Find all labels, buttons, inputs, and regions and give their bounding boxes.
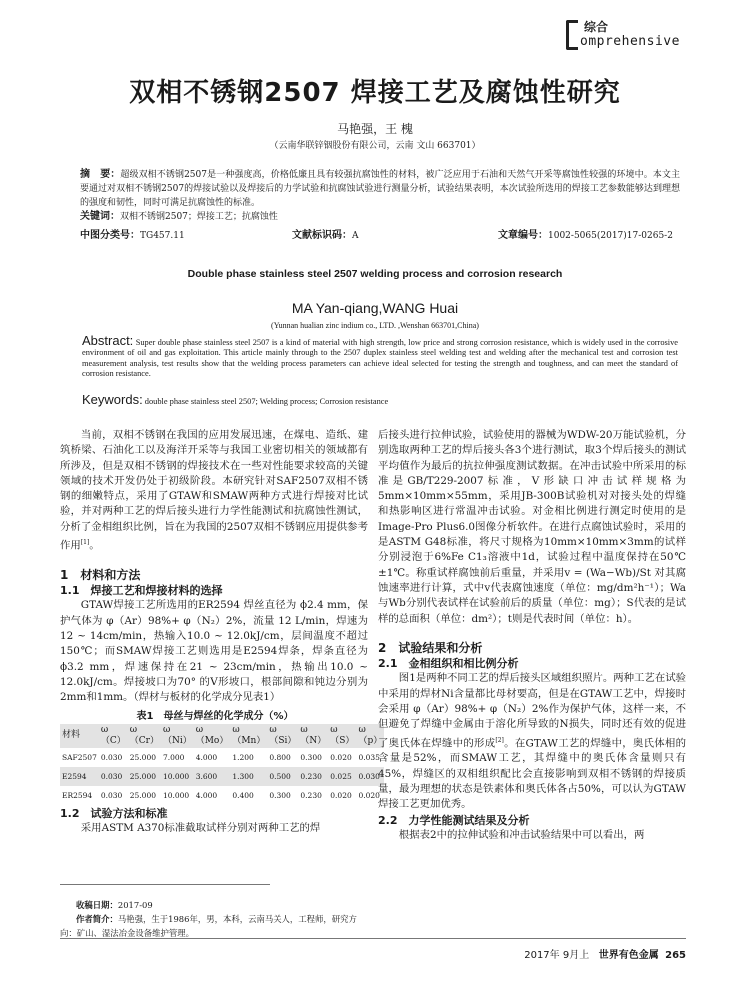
clc-value: TG457.11 [140,231,185,241]
table-cell: 0.030 [100,752,123,762]
table-row [60,767,384,786]
table-header-cell: ω（Mo） [195,724,229,746]
brand-c-glyph [566,20,578,50]
table-cell: 0.400 [232,791,254,801]
table-row [60,748,384,767]
received-value: 2017-09 [117,900,153,910]
table-cell: E2594 [62,772,87,782]
table-header-cell: ω（Ni） [162,724,192,746]
table-cell: 25.000 [129,752,156,762]
brand-section-cn: 综合 [584,20,609,34]
classification-row [80,226,700,240]
keywords-cn-text: 双相不锈钢2507；焊接工艺；抗腐蚀性 [120,212,278,222]
article-no-value: 1002-5065(2017)17-0265-2 [548,231,673,241]
abstract-cn-label: 摘 要： [80,169,121,180]
table-cell: 0.230 [300,791,322,801]
table-cell: 4.000 [195,791,218,801]
keywords-cn-label: 关键词： [80,211,120,222]
table-header-cell: ω（C） [100,724,126,746]
table-header-cell: ω（Mn） [232,724,266,746]
authors: 马艳强，王 槐 [337,122,413,136]
ref-2: [2] [495,736,504,744]
table-cell: 0.030 [100,791,123,801]
table-cell: 0.300 [300,752,322,762]
section-1-heading: 1 材料和方法 [60,567,141,582]
article-no-label: 文章编号： [498,230,548,241]
table-cell: 25.000 [129,791,156,801]
section-2-1-text-b: 。在GTAW工艺的焊缝中，奥氏体相的含量是52%，而SMAW工艺，其焊缝中的奥氏体含量则只有45%，焊缝区的双相组织配比会直接影响到双相不锈钢的焊接质量，最为理想的状态是铁素体和奥氏体各占50%，可以认为GTAW焊接工艺更加优秀。 [378,737,686,811]
section-2-2-heading: 2.2 力学性能测试结果及分析 [378,813,530,827]
section-1-2-text: 采用ASTM A370标准截取试样分别对两种工艺的焊 [80,822,321,834]
section-2-1-heading: 2.1 金相组织和相比例分析 [378,657,519,671]
table-cell: 0.030 [100,772,123,782]
abstract-cn [80,168,680,224]
methods-continued: 后接头进行拉伸试验，试验使用的器械为WDW-20万能试验机，分别选取两种工艺的焊后接头各3个进行测试，取3个焊后接头的测试平均值作为最后的抗拉伸强度测试数据。在冲击试验中所采用的标准是GB/T229-2007标准，V形缺口冲击试样规格为5mm×10mm×55mm，采用JB-300B试验机对对接头处的焊缝和热影响区进行常温冲击试验。对金相比例进行测定时使用的是Image-Pro Plus6.0图像分析软件。在进行点腐蚀试验时，采用的是ASTM G48标准，将尺寸规格为10mm×10mm×3mm的试样分别浸泡于6%Fe C1₃溶液中1d，试验过程中温度保持在50℃ ±1℃。称重试样腐蚀前后重量，并采用v = (Wa−Wb)/St 对其腐蚀速率进行计算，式中v代表腐蚀速度（单位：mg/dm²h⁻¹）；Wa与Wb分别代表试样在试验前后的质量（单位：mg）；S代表的是试样的总面积（单位：dm²）；t则是代表时间（单位：h）。 [378,429,686,625]
table-header-cell: ω（p） [358,724,383,746]
section-2-2-text: 根据表2中的拉伸试验和冲击试验结果中可以看出，两 [398,828,645,841]
table-cell: 0.030 [358,772,380,782]
table-cell: 10.000 [162,772,190,782]
table-cell: SAF2507 [62,752,97,762]
page-footer [500,946,686,961]
table-cell: 25.000 [129,772,156,782]
table-header-cell: ω（N） [300,724,327,746]
table-header-cell: 材料 [62,730,81,741]
section-2-1-text-a: 图1是两种不同工艺的焊后接头区域组织照片。两种工艺在试验中采用的焊材Ni含量都比母材要高，但是在GTAW工艺中，焊接时会采用 φ（Ar）98%+ φ（N₂）2%作为保护气体，这样一来，不但避免了焊缝中金属由于溶化所导致的N损失，同时还有效的促进了奥氏体在焊缝中的形成 [378,672,686,750]
table-header-cell: ω（Cr） [129,724,159,746]
table-cell: 0.020 [330,791,352,801]
page-footer-divider [60,938,686,939]
keywords-en [82,392,678,407]
table-cell: 0.230 [300,772,322,782]
received-label: 收稿日期： [76,900,118,910]
section-1-1-text: GTAW焊接工艺所选用的ER2594 焊丝直径为 ϕ2.4 mm，保护气体为 φ（Ar）98%+ φ（N₂）2%，流量 12 L/min，焊速为12 ~ 14cm/min，热输入10.0 ~ 12.0kJ/cm，层间温度不超过150℃；而SMAW焊接工艺则选用是E2594焊条，焊条直径为 ϕ3.2 mm，焊速保持在21 ~ 23cm/min，热输出10.0 ~ 12.0kJ/cm。焊接坡口为70° 的V形坡口，根部间隙和钝边分别为2mm和1mm。（焊材与板材的化学成分见表1） [60,599,368,704]
table-cell: 0.800 [269,752,291,762]
doc-code-value: A [352,231,359,241]
abstract-en-label: Abstract: [82,333,134,348]
table-header-row [60,724,384,748]
section-brand [566,18,746,52]
abstract-en [82,333,679,379]
table-cell: 0.020 [358,791,380,801]
paper-title: 双相不锈钢2507 焊接工艺及腐蚀性研究 [129,78,621,108]
table-row [60,786,384,805]
section-1-1-heading: 1.1 焊接工艺和焊接材料的选择 [60,584,223,598]
table-header-cell: ω（Si） [269,724,297,746]
keywords-en-text: double phase stainless steel 2507; Welding process; Corrosion resistance [144,397,389,406]
intro-paragraph [60,428,368,554]
table-1 [60,724,384,806]
keywords-en-label: Keywords: [82,392,143,407]
section-2-heading: 2 试验结果和分析 [378,640,483,655]
doc-code-label: 文献标识码： [292,230,352,241]
clc-label: 中图分类号： [80,230,140,241]
right-column [378,428,686,843]
left-column [60,428,383,836]
abstract-cn-text: 超级双相不锈钢2507是一种强度高，价格低廉且具有较强抗腐蚀性的材料，被广泛应用于石油和天然气开采等腐蚀性较强的环境中。本文主要通过对双相不锈钢2507的焊接试验以及焊接后的力学试验和抗腐蚀试验进行测量分析，试验结果表明，本次试验所选用的焊接工艺参数能够达到理想的强度和韧性，同时可满足抗腐蚀性的标准。 [80,170,680,208]
issue-date: 2017年 9月上 [524,950,590,961]
section-1-2-heading: 1.2 试验方法和标准 [60,806,168,820]
brand-section-en: omprehensive [580,34,680,49]
abstract-en-text: Super double phase stainless steel 2507 is a kind of material with high strength, low price and strong corrosion resistance, which is widely used in the corrosive environment of oil and gas exploitation. This article mainly through to the 2507 duplex stainless steel welding test and welding after the mechanical test and corrosion test measurement analysis, test results show that the welding process parameters can achieve ideal selected for testing the strength and toughness, and can meet the standard of corrosion resistance. [82,338,679,378]
table-cell: 1.300 [232,772,254,782]
table-cell: 0.300 [269,791,291,801]
table-cell: 0.020 [330,752,352,762]
table-cell: 3.600 [195,772,218,782]
footnote [60,898,370,940]
bio-label: 作者简介： [76,914,118,924]
intro-text: 当前，双相不锈钢在我国的应用发展迅速，在煤电、造纸、建筑桥梁、石油化工以及海洋开采等与我国工业密切相关的领域都有所涉及，但是双相不锈钢的焊接技术在一些对性能要求较高的关键领域的技术开发仍处于初级阶段。本研究针对SAF2507双相不锈钢的细嫩特点，采用了GTAW和SMAW两种方式进行焊接对比试验，并对两种工艺的焊后接头进行力学性能测试和抗腐蚀性测试，分析了金相组织比例，旨在为我国的2507双相不锈钢应用提供参考作用 [60,429,368,552]
table-cell: 0.500 [269,772,291,782]
section-2-1-text [378,671,686,812]
ref-1: [1] [80,539,90,547]
table-1-caption: 表1 母丝与焊丝的化学成分（%） [136,710,294,722]
table-cell: 7.000 [162,752,185,762]
table-cell: 1.200 [232,752,254,762]
english-authors: MA Yan-qiang,WANG Huai [291,300,459,316]
table-cell: 10.000 [162,791,190,801]
affiliation: （云南华联锌铟股份有限公司，云南 文山 663701） [269,141,481,151]
intro-end: 。 [89,539,100,552]
table-cell: 0.035 [358,752,380,762]
footnote-divider [60,884,270,885]
journal-name: 世界有色金属 [598,950,659,961]
table-cell: 0.025 [330,772,352,782]
bio-text: 马艳强，生于1986年，男，本科，云南马关人，工程师，研究方向：矿山、湿法冶金设备维护管理。 [60,914,357,938]
table-header-cell: ω（S） [330,724,355,746]
page-number: 265 [665,950,686,961]
english-title: Double phase stainless steel 2507 welding process and corrosion research [187,268,563,280]
table-cell: 4.000 [195,752,218,762]
table-cell: ER2594 [62,791,93,801]
english-affiliation: (Yunnan hualian zinc indium co., LTD. ,Wenshan 663701,China) [271,321,479,330]
